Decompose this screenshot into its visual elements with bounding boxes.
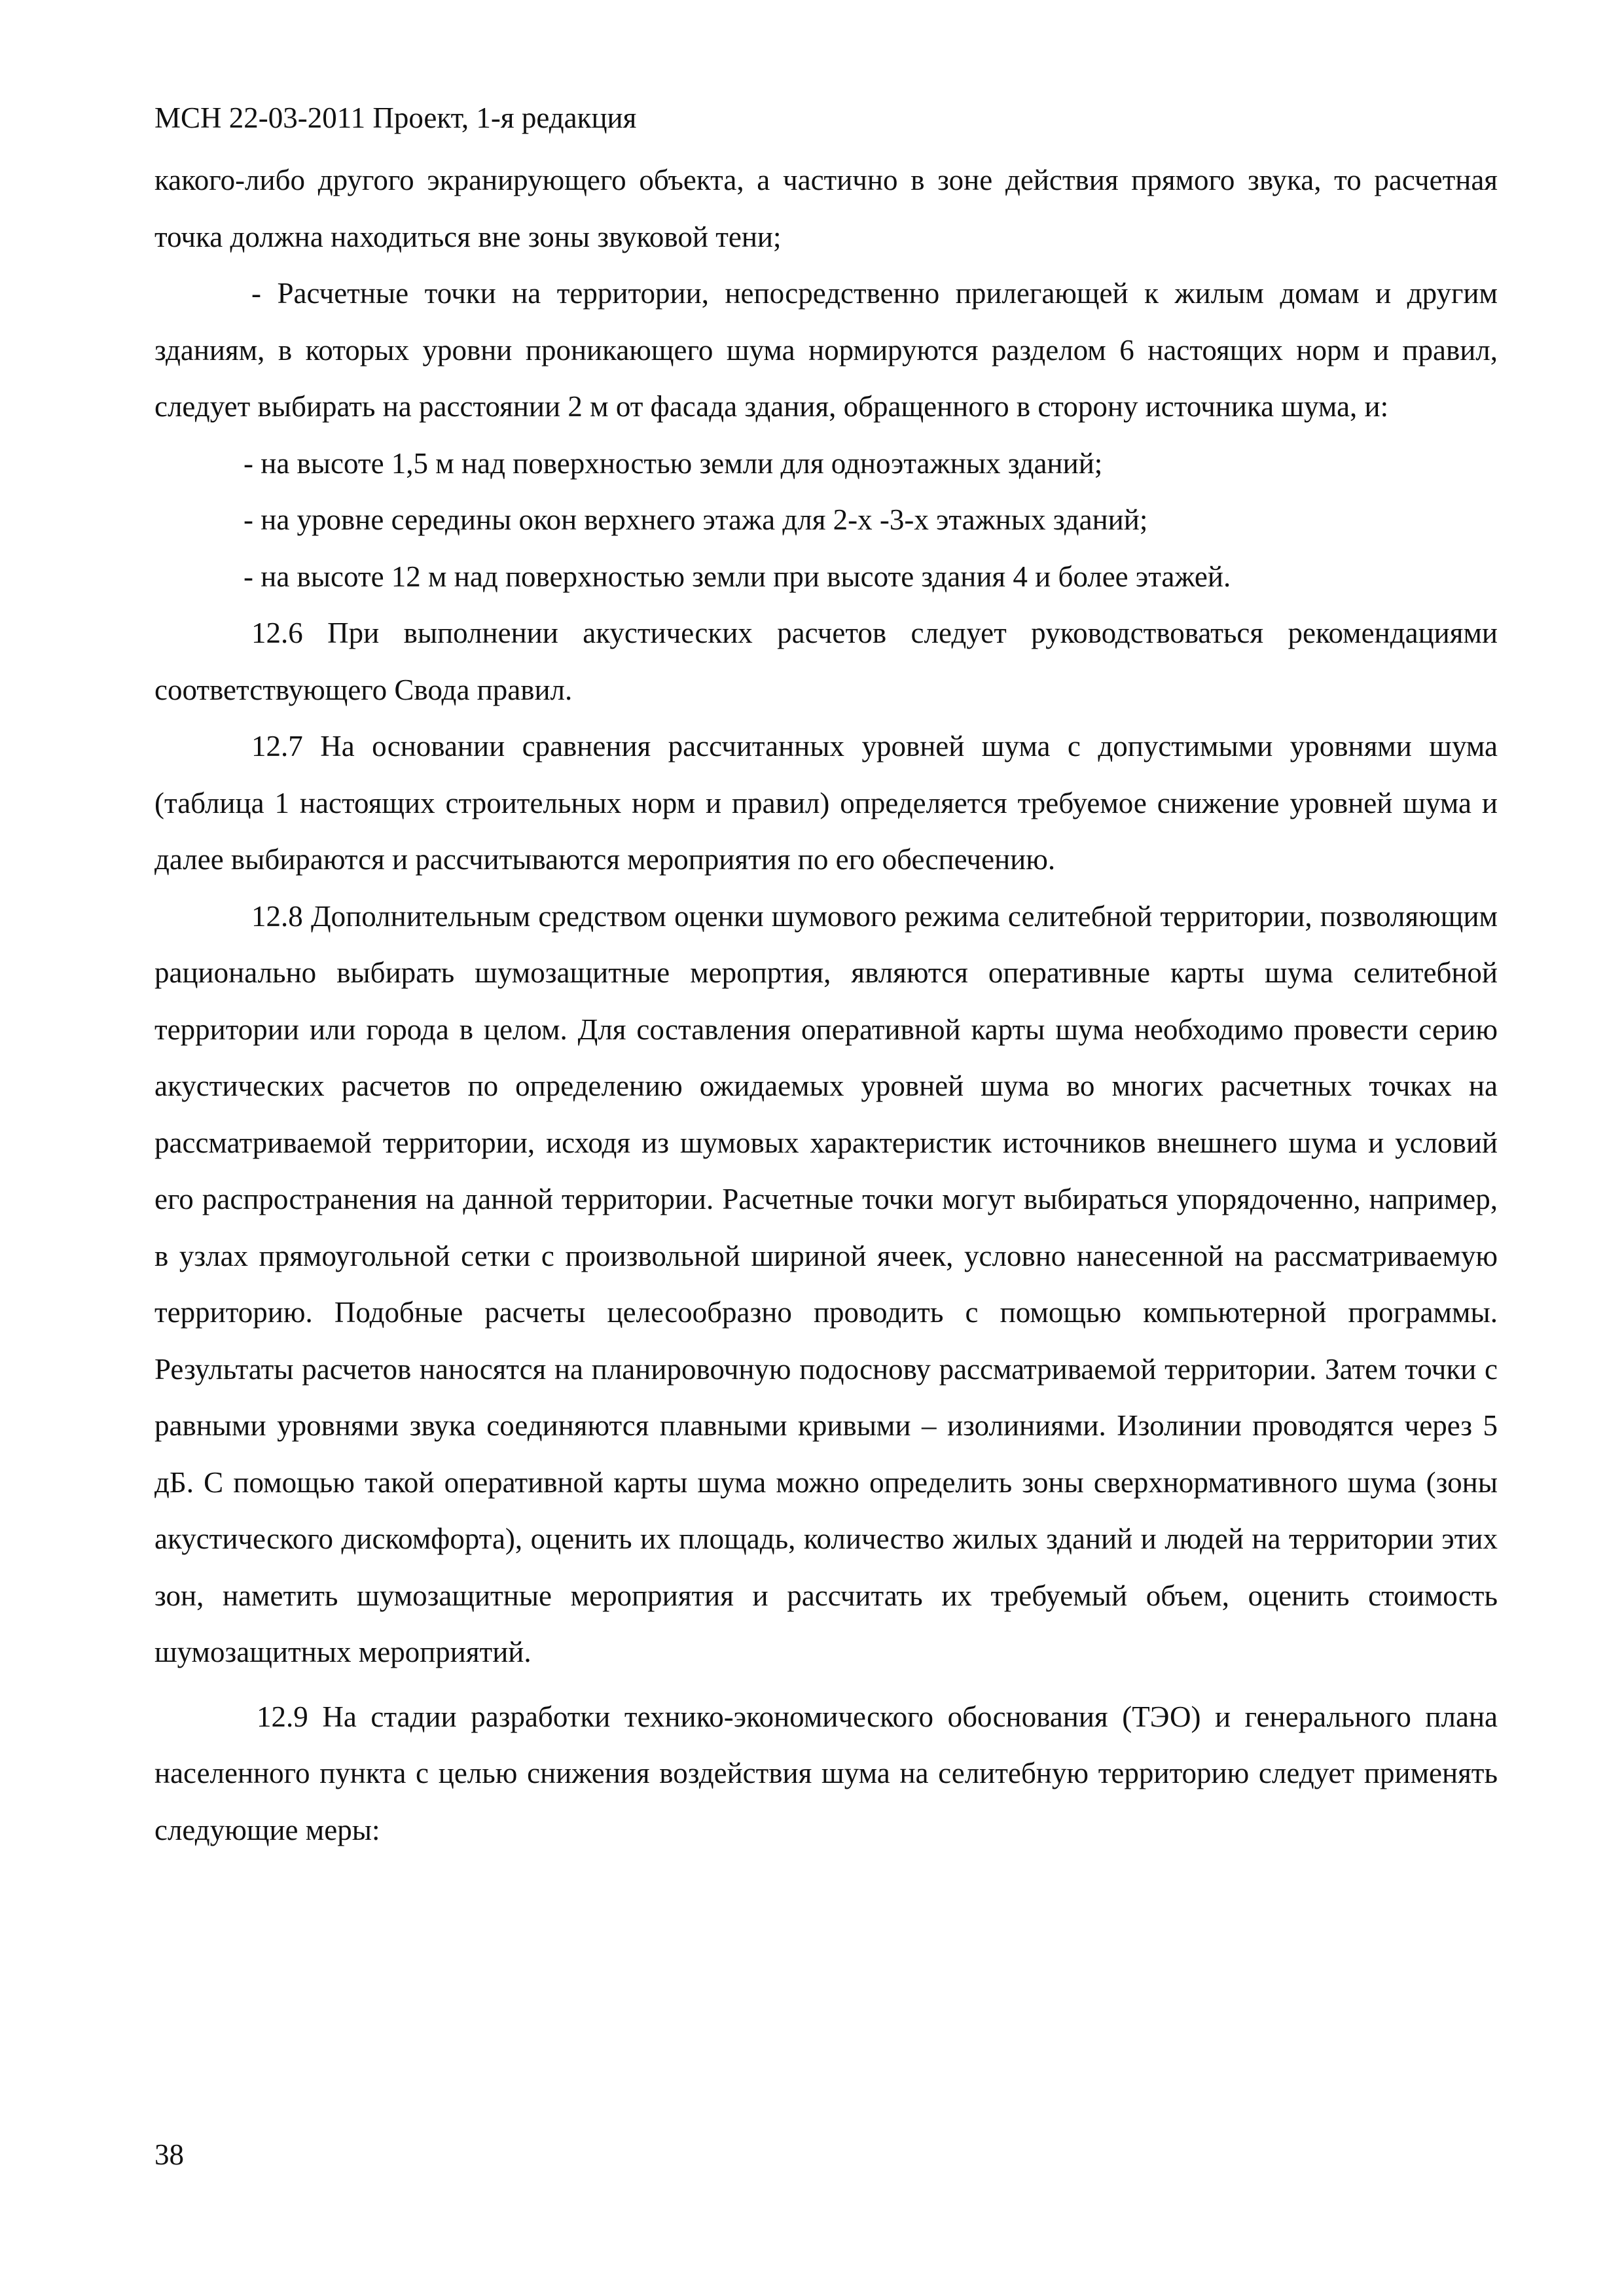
paragraph-12-8: 12.8 Дополнительным средством оценки шумового режима селитебной территории, позволяющим рационально выбирать шумозащитные меропртия, являются оперативные карты шума селитебной территории или города в целом. Для составления оперативной карты шума необходимо провести серию акустических расчетов по определению ожидаемых уровней шума во многих расчетных точках на рассматриваемой территории, исходя из шумовых характеристик источников внешнего шума и условий его распространения на данной территории. Расчетные точки могут выбираться упорядоченно, например, в узлах прямоугольной сетки с произвольной шириной ячеек, условно нанесенной на рассматриваемую территорию. Подобные расчеты целесообразно проводить с помощью компьютерной программы. Результаты расчетов наносятся на планировочную подоснову рассматриваемой территории. Затем точки с равными уровнями звука соединяются плавными кривыми – изолиниями. Изолинии проводятся через 5 дБ. С помощью такой оперативной карты шума можно определить зоны сверхнормативного шума (зоны акустического дискомфорта), оценить их площадь, количество жилых зданий и людей на территории этих зон, наметить шумозащитные мероприятия и рассчитать их требуемый объем, оценить стоимость шумозащитных мероприятий. bbox=[154, 899, 1498, 1668]
list-item-one-storey: - на высоте 1,5 м над поверхностью земли для одноэтажных зданий; bbox=[244, 446, 1103, 480]
paragraph-calculation-points: - Расчетные точки на территории, непосредственно прилегающей к жилым домам и другим зданиям, в которых уровни проникающего шума нормируются разделом 6 настоящих норм и правил, следует выбирать на расстоянии 2 м от фасада здания, обращенного в сторону источника шума, и: bbox=[154, 277, 1498, 423]
document-body bbox=[154, 152, 1498, 1858]
paragraph-12-6: 12.6 При выполнении акустических расчетов следует руководствоваться рекомендациями соответствующего Свода правил. bbox=[154, 617, 1498, 706]
list-item-four-plus-storey: - на высоте 12 м над поверхностью земли при высоте здания 4 и более этажей. bbox=[244, 560, 1231, 593]
paragraph-12-7: 12.7 На основании сравнения рассчитанных уровней шума с допустимыми уровнями шума (таблица 1 настоящих строительных норм и правил) определяется требуемое снижение уровней шума и далее выбираются и рассчитываются мероприятия по его обеспечению. bbox=[154, 730, 1498, 876]
paragraph-12-9: 12.9 На стадии разработки технико-экономического обоснования (ТЭО) и генерального плана населенного пункта с целью снижения воздействия шума на селитебную территорию следует применять следующие меры: bbox=[154, 1700, 1498, 1846]
running-header: МСН 22-03-2011 Проект, 1-я редакция bbox=[154, 101, 637, 134]
list-item-two-three-storey: - на уровне середины окон верхнего этажа для 2-х -3-х этажных зданий; bbox=[244, 503, 1148, 536]
page-number: 38 bbox=[154, 2138, 184, 2171]
paragraph-continuation: какого-либо другого экранирующего объекта, а частично в зоне действия прямого звука, то расчетная точка должна находиться вне зоны звуковой тени; bbox=[154, 164, 1498, 253]
